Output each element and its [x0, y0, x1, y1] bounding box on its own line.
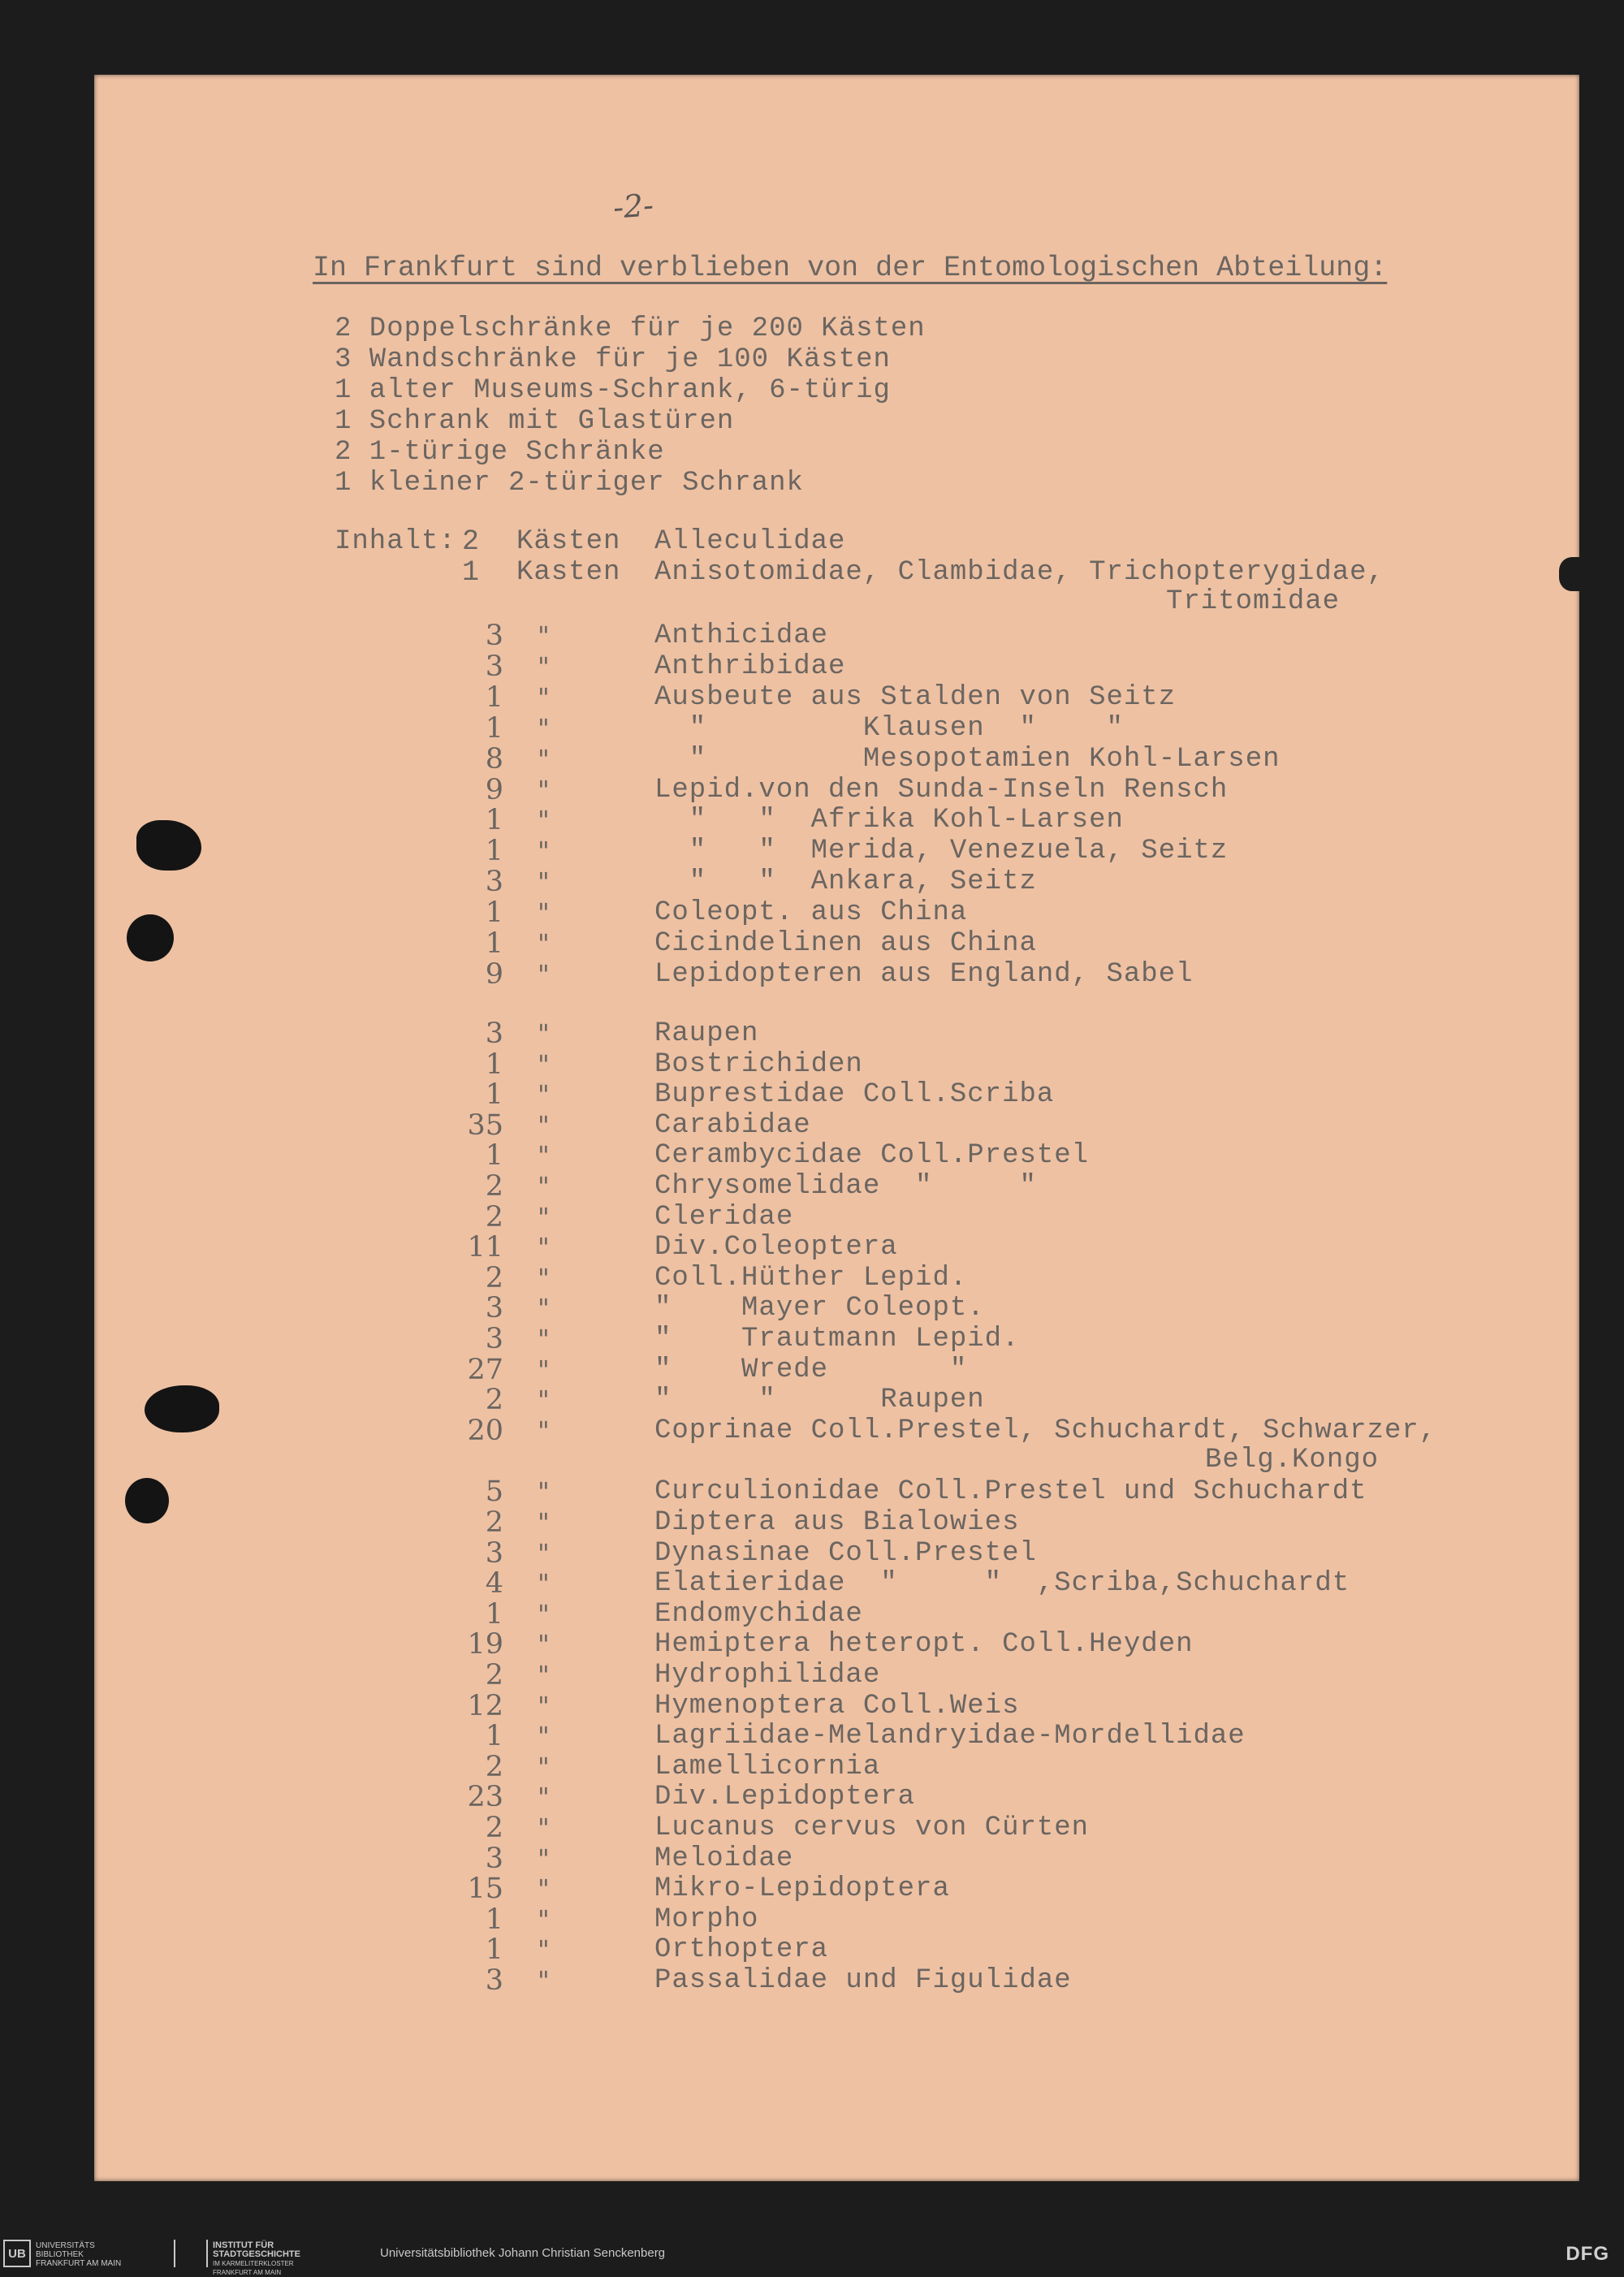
ditto-mark: ": [538, 866, 550, 898]
item-name: Raupen: [654, 1018, 759, 1049]
item-quantity: 2: [485, 1261, 503, 1294]
item-name: " Mayer Coleopt.: [654, 1293, 985, 1324]
isg-name: INSTITUT FÜR STADTGESCHICHTE IM KARMELITERKLOSTER FRANKFURT AM MAIN: [213, 2240, 300, 2276]
ditto-mark: ": [538, 1782, 550, 1813]
item-name: Alleculidae: [654, 526, 846, 557]
item-quantity: 19: [467, 1628, 503, 1661]
item-quantity: 9: [485, 773, 503, 806]
item-quantity: 20: [467, 1414, 503, 1447]
page-heading: In Frankfurt sind verblieben von der Entomologischen Abteilung:: [313, 252, 1388, 284]
item-quantity: 1: [485, 711, 503, 745]
item-name: " Trautmann Lepid.: [654, 1324, 1020, 1355]
furniture-line: 2 1-türige Schränke: [335, 437, 665, 468]
ditto-mark: ": [538, 1690, 550, 1722]
item-quantity: 2: [461, 525, 479, 558]
item-quantity: 3: [485, 866, 503, 899]
item-quantity: 3: [485, 1964, 503, 1997]
ub-logo: UB: [3, 2240, 31, 2267]
ditto-mark: ": [538, 836, 550, 867]
ditto-mark: ": [538, 1537, 550, 1569]
item-name: Coprinae Coll.Prestel, Schuchardt, Schwarzer,: [654, 1415, 1437, 1446]
item-name: Bostrichiden: [654, 1048, 863, 1080]
item-quantity: 15: [467, 1873, 503, 1906]
item-name: Buprestidae Coll.Scriba: [654, 1079, 1055, 1111]
item-name: Diptera aus Bialowies: [654, 1507, 1020, 1538]
item-quantity: 4: [485, 1567, 503, 1601]
item-quantity: 1: [485, 681, 503, 714]
item-quantity: 5: [485, 1476, 503, 1509]
ditto-mark: ": [538, 1262, 550, 1294]
item-unit: Kästen: [516, 526, 621, 557]
item-quantity: 1: [485, 804, 503, 837]
item-name: Div.Coleoptera: [654, 1232, 898, 1264]
ditto-mark: ": [538, 1048, 550, 1080]
item-name: Curculionidae Coll.Prestel und Schuchardt: [654, 1476, 1367, 1508]
item-name: Orthoptera: [654, 1934, 829, 1966]
item-quantity: 23: [467, 1781, 503, 1814]
ditto-mark: ": [538, 1660, 550, 1691]
item-quantity: 2: [485, 1659, 503, 1692]
item-name: Carabidae: [654, 1109, 811, 1141]
item-name: Morpho: [654, 1903, 759, 1935]
ditto-mark: ": [538, 1813, 550, 1843]
item-name: Cerambycidae Coll.Prestel: [654, 1140, 1090, 1172]
item-quantity: 2: [485, 1170, 503, 1203]
item-name: " Mesopotamien Kohl-Larsen: [654, 743, 1281, 775]
item-name: Chrysomelidae " ": [654, 1171, 1037, 1202]
ditto-mark: ": [538, 650, 550, 682]
ditto-mark: ": [538, 681, 550, 713]
item-name: " " Ankara, Seitz: [654, 866, 1037, 898]
page-number: -2-: [611, 187, 655, 226]
ditto-mark: ": [538, 743, 550, 775]
ditto-mark: ": [538, 1843, 550, 1874]
item-name: Lucanus cervus von Cürten: [654, 1813, 1090, 1843]
ditto-mark: ": [538, 1568, 550, 1600]
item-quantity: 1: [485, 1934, 503, 1967]
item-name: Cleridae: [654, 1201, 794, 1233]
footer-bar: [0, 2235, 1624, 2276]
item-name: Lagriidae-Melandryidae-Mordellidae: [654, 1721, 1246, 1752]
ditto-mark: ": [538, 1201, 550, 1233]
item-name: Anisotomidae, Clambidae, Trichopterygidae,: [654, 557, 1384, 588]
item-quantity: 9: [485, 957, 503, 991]
item-quantity: 2: [485, 1506, 503, 1539]
ditto-mark: ": [538, 958, 550, 990]
ditto-mark: ": [538, 1293, 550, 1324]
item-quantity: 2: [485, 1750, 503, 1783]
ditto-mark: ": [538, 1873, 550, 1905]
item-name: Lepid.von den Sunda-Inseln Rensch: [654, 774, 1229, 806]
ub-name: UNIVERSITÄTS BIBLIOTHEK FRANKFURT AM MAIN: [36, 2241, 122, 2268]
item-quantity: 27: [467, 1353, 503, 1386]
ditto-mark: ": [538, 1354, 550, 1385]
item-quantity: 1: [485, 1903, 503, 1936]
item-quantity: 3: [485, 1018, 503, 1050]
item-name: " " Merida, Venezuela, Seitz: [654, 836, 1229, 867]
item-quantity: 12: [467, 1689, 503, 1722]
item-name: " " Raupen: [654, 1385, 985, 1416]
ditto-mark: ": [538, 1171, 550, 1202]
ditto-mark: ": [538, 1751, 550, 1782]
punch-hole: [125, 1478, 169, 1523]
item-name: Coleopt. aus China: [654, 897, 968, 929]
item-name: Lamellicornia: [654, 1751, 881, 1782]
item-quantity: 1: [485, 927, 503, 960]
dfg-logo: DFG: [1566, 2243, 1609, 2265]
ditto-mark: ": [538, 1385, 550, 1416]
item-quantity: 1: [485, 1139, 503, 1173]
ditto-mark: ": [538, 1232, 550, 1264]
ditto-mark: ": [538, 1415, 550, 1446]
ditto-mark: ": [538, 712, 550, 744]
isg-logo-icon: [174, 2240, 208, 2267]
ditto-mark: ": [538, 1476, 550, 1508]
item-quantity: 1: [485, 1048, 503, 1081]
item-quantity: 3: [485, 1292, 503, 1325]
punch-hole: [145, 1385, 219, 1432]
item-name: Anthicidae: [654, 620, 829, 651]
item-quantity: 1: [485, 835, 503, 868]
item-quantity: 3: [485, 1842, 503, 1875]
item-quantity: 3: [485, 620, 503, 652]
item-unit: Kasten: [516, 557, 621, 588]
item-name: Meloidae: [654, 1843, 794, 1874]
item-name: Mikro-Lepidoptera: [654, 1873, 950, 1905]
ditto-mark: ": [538, 774, 550, 806]
item-name: Endomychidae: [654, 1598, 863, 1630]
contents-label: Inhalt:: [335, 526, 456, 557]
item-name: Elatieridae " " ,Scriba,Schuchardt: [654, 1568, 1350, 1600]
item-name: Coll.Hüther Lepid.: [654, 1262, 968, 1294]
item-quantity: 8: [485, 742, 503, 776]
item-quantity: 1: [485, 1078, 503, 1112]
furniture-line: 1 Schrank mit Glastüren: [335, 406, 735, 437]
item-name: " Wrede ": [654, 1354, 968, 1385]
item-name: Lepidopteren aus England, Sabel: [654, 958, 1194, 990]
item-name: Passalidae und Figulidae: [654, 1965, 1072, 1996]
furniture-line: 1 alter Museums-Schrank, 6-türig: [335, 375, 891, 406]
item-quantity: 2: [485, 1200, 503, 1234]
item-name: " " Afrika Kohl-Larsen: [654, 805, 1124, 836]
furniture-line: 2 Doppelschränke für je 200 Kästen: [335, 313, 926, 344]
item-quantity: 3: [485, 1323, 503, 1355]
item-name: Dynasinae Coll.Prestel: [654, 1537, 1037, 1569]
item-name: Anthribidae: [654, 650, 846, 682]
item-name: Hydrophilidae: [654, 1660, 881, 1691]
punch-hole: [127, 914, 174, 961]
item-name: Div.Lepidoptera: [654, 1782, 916, 1813]
ditto-mark: ": [538, 1721, 550, 1752]
ditto-mark: ": [538, 897, 550, 929]
furniture-line: 3 Wandschränke für je 100 Kästen: [335, 344, 891, 375]
ditto-mark: ": [538, 805, 550, 836]
ditto-mark: ": [538, 1079, 550, 1111]
item-name: Cicindelinen aus China: [654, 928, 1037, 959]
ditto-mark: ": [538, 1507, 550, 1538]
torn-edge: [1559, 557, 1592, 591]
item-name: Ausbeute aus Stalden von Seitz: [654, 681, 1177, 713]
item-quantity: 2: [485, 1812, 503, 1844]
ditto-mark: ": [538, 1629, 550, 1661]
item-quantity: 2: [485, 1384, 503, 1417]
item-quantity: 1: [485, 1597, 503, 1631]
ditto-mark: ": [538, 1018, 550, 1049]
ditto-mark: ": [538, 620, 550, 651]
ditto-mark: ": [538, 1140, 550, 1172]
ditto-mark: ": [538, 1598, 550, 1630]
item-quantity: 11: [467, 1231, 503, 1264]
item-quantity: 35: [467, 1108, 503, 1142]
ditto-mark: ": [538, 928, 550, 959]
item-quantity: 1: [485, 1720, 503, 1753]
ditto-mark: ": [538, 1109, 550, 1141]
item-name-continuation: Belg.Kongo: [1205, 1444, 1380, 1476]
ditto-mark: ": [538, 1934, 550, 1966]
item-name-continuation: Tritomidae: [1166, 586, 1341, 617]
item-quantity: 1: [461, 556, 479, 589]
item-name: Hymenoptera Coll.Weis: [654, 1690, 1020, 1722]
item-quantity: 3: [485, 650, 503, 683]
item-quantity: 1: [485, 897, 503, 930]
item-name: " Klausen " ": [654, 712, 1124, 744]
library-name: Universitätsbibliothek Johann Christian Senckenberg: [380, 2246, 666, 2260]
item-quantity: 3: [485, 1536, 503, 1570]
ditto-mark: ": [538, 1324, 550, 1355]
ditto-mark: ": [538, 1965, 550, 1996]
ditto-mark: ": [538, 1903, 550, 1935]
furniture-line: 1 kleiner 2-türiger Schrank: [335, 468, 804, 499]
item-name: Hemiptera heteropt. Coll.Heyden: [654, 1629, 1194, 1661]
